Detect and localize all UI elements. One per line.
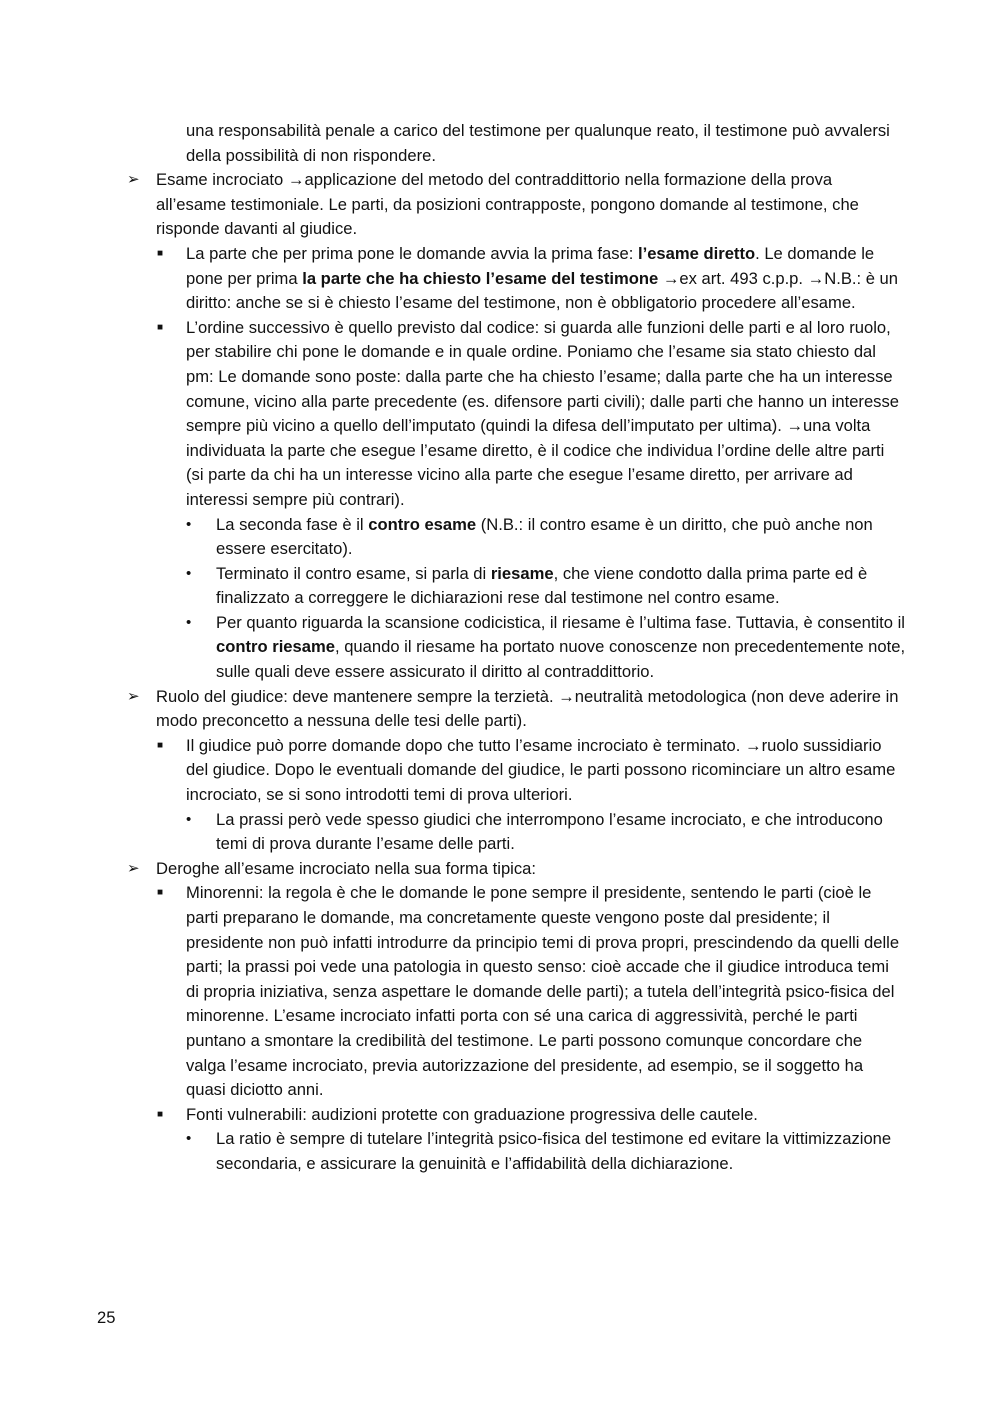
text-run: (N.B.: il contro esame è un diritto, che può anche non essere esercitato). xyxy=(216,514,873,559)
text-run: Terminato il contro esame, si parla di xyxy=(216,563,491,583)
round-bullet-icon: • xyxy=(186,1130,192,1148)
text-run: La ratio è sempre di tutelare l’integrità psico-fisica del testimone ed evitare la vittimizzazione secondaria, e assicurare la genuinità e l’affidabilità della dichiarazione. xyxy=(216,1129,892,1173)
text-run: , quando il riesame ha portato nuove conoscenze non precedentemente note, sulle quali deve essere assicurato il diritto al contraddittorio. xyxy=(216,637,906,682)
page-number: 25 xyxy=(97,1308,116,1327)
square-bullet-icon: ■ xyxy=(157,321,164,333)
square-bullet-icon: ■ xyxy=(157,887,164,899)
text-run: La prassi però vede spesso giudici che interrompono l’esame incrociato, e che introducono temi di prova durante l’esame delle parti. xyxy=(216,809,883,854)
arrow-bullet-item xyxy=(127,168,904,242)
arrow-bullet-icon: ➢ xyxy=(127,687,140,705)
bold-text-run: la parte che ha chiesto l’esame del testimone xyxy=(302,268,659,288)
round-bullet-icon: • xyxy=(186,810,192,828)
text-run: Minorenni: la regola è che le domande le pone sempre il presidente, sentendo le parti (cioè le parti preparano le domande, ma concretamente queste vengono poste dal presidente; il presidente non può infatti introdurre da principio temi di prova propri, prescindendo da quelli delle parti; la prassi poi vede una patologia in questo senso: cioè accade che il giudice introduca temi di propria iniziativa, senza aspettare le domande delle parti); a tutela dell’integrità psico-fisica del minorenne. L’esame incrociato infatti porta con sé una carica di aggressività, perché le parti puntano a smontare la credibilità del testimone. Le parti possono comunque concordare che valga l’esame incrociato, previa autorizzazione del presidente, ad esempio, se il soggetto ha quasi diciotto anni. xyxy=(186,883,900,1100)
square-bullet-icon: ■ xyxy=(157,1108,164,1120)
text-run: Deroghe all’esame incrociato nella sua forma tipica: xyxy=(156,858,537,878)
square-bullet-item xyxy=(157,242,904,316)
square-bullet-icon: ■ xyxy=(157,739,164,751)
bold-text-run: l’esame diretto xyxy=(637,243,756,263)
round-bullet-item xyxy=(186,562,906,611)
bold-text-run: riesame xyxy=(490,563,554,583)
round-bullet-item xyxy=(186,513,906,562)
arrow-bullet-item xyxy=(127,857,904,882)
text-run: →ex art. 493 c.p.p. →N.B.: è un diritto: anche se si è chiesto l’esame del testimone, non è obbligatorio procedere all’esame. xyxy=(186,268,899,313)
text-run: La parte che per prima pone le domande avvia la prima fase: xyxy=(186,243,638,263)
text-run: La seconda fase è il xyxy=(216,514,369,534)
arrow-bullet-icon: ➢ xyxy=(127,859,140,877)
bold-text-run: contro esame xyxy=(368,514,477,534)
round-bullet-icon: • xyxy=(186,613,192,631)
square-bullet-item xyxy=(157,734,904,808)
text-run: . Le domande le pone per prima xyxy=(186,243,875,288)
text-run: Ruolo del giudice: deve mantenere sempre la terzietà. →neutralità metodologica (non deve aderire in modo preconcetto a nessuna delle tesi delle parti). xyxy=(156,686,899,731)
text-run: Fonti vulnerabili: audizioni protette con graduazione progressiva delle cautele. xyxy=(186,1104,758,1124)
round-bullet-item xyxy=(186,808,906,857)
square-bullet-item xyxy=(157,1103,904,1128)
text-run: L’ordine successivo è quello previsto dal codice: si guarda alle funzioni delle parti e al loro ruolo, per stabilire chi pone le domande e in quale ordine. Poniamo che l’esame sia stato chiesto dal pm: Le domande sono poste: dalla parte che ha chiesto l’esame; dalla parte che ha un interesse comune, vicino alla parte precedente (es. difensore parti civili); dalle parti che hanno un interesse sempre più vicino a quello dell’imputato (quindi la difesa dell’imputato per ultima). →una volta individuata la parte che esegue l’esame diretto, è il codice che individua l’ordine delle altre parti (si parte da chi ha un interesse vicino alla parte che esegue l’esame diretto, per arrivare ad interessi sempre più contrari). xyxy=(186,317,900,509)
text-run: , che viene condotto dalla prima parte ed è finalizzato a correggere le dichiarazioni rese dal testimone nel contro esame. xyxy=(216,563,868,608)
square-bullet-item xyxy=(157,316,904,513)
round-bullet-icon: • xyxy=(186,564,192,582)
round-bullet-item xyxy=(186,611,906,685)
text-run: Il giudice può porre domande dopo che tutto l’esame incrociato è terminato. →ruolo sussidiario del giudice. Dopo le eventuali domande del giudice, le parti possono ricominciare un altro esame incrociato, se si sono introdotti temi di prova ulteriori. xyxy=(186,735,896,805)
text-run: Per quanto riguarda la scansione codicistica, il riesame è l’ultima fase. Tuttavia, è consentito il xyxy=(216,612,905,632)
arrow-bullet-item xyxy=(127,685,904,734)
arrow-bullet-icon: ➢ xyxy=(127,171,140,189)
round-bullet-item xyxy=(186,1127,906,1176)
text-run: una responsabilità penale a carico del testimone per qualunque reato, il testimone può avvalersi della possibilità di non rispondere. xyxy=(186,121,890,165)
page-body xyxy=(0,119,1000,1177)
continuation-paragraph xyxy=(186,119,902,168)
square-bullet-item xyxy=(157,881,904,1102)
square-bullet-icon: ■ xyxy=(157,247,164,259)
text-run: Esame incrociato →applicazione del metodo del contraddittorio nella formazione della prova all’esame testimoniale. Le parti, da posizioni contrapposte, pongono domande al testimone, che risponde davanti al giudice. xyxy=(156,170,859,239)
bold-text-run: contro riesame xyxy=(216,637,335,657)
round-bullet-icon: • xyxy=(186,515,192,533)
